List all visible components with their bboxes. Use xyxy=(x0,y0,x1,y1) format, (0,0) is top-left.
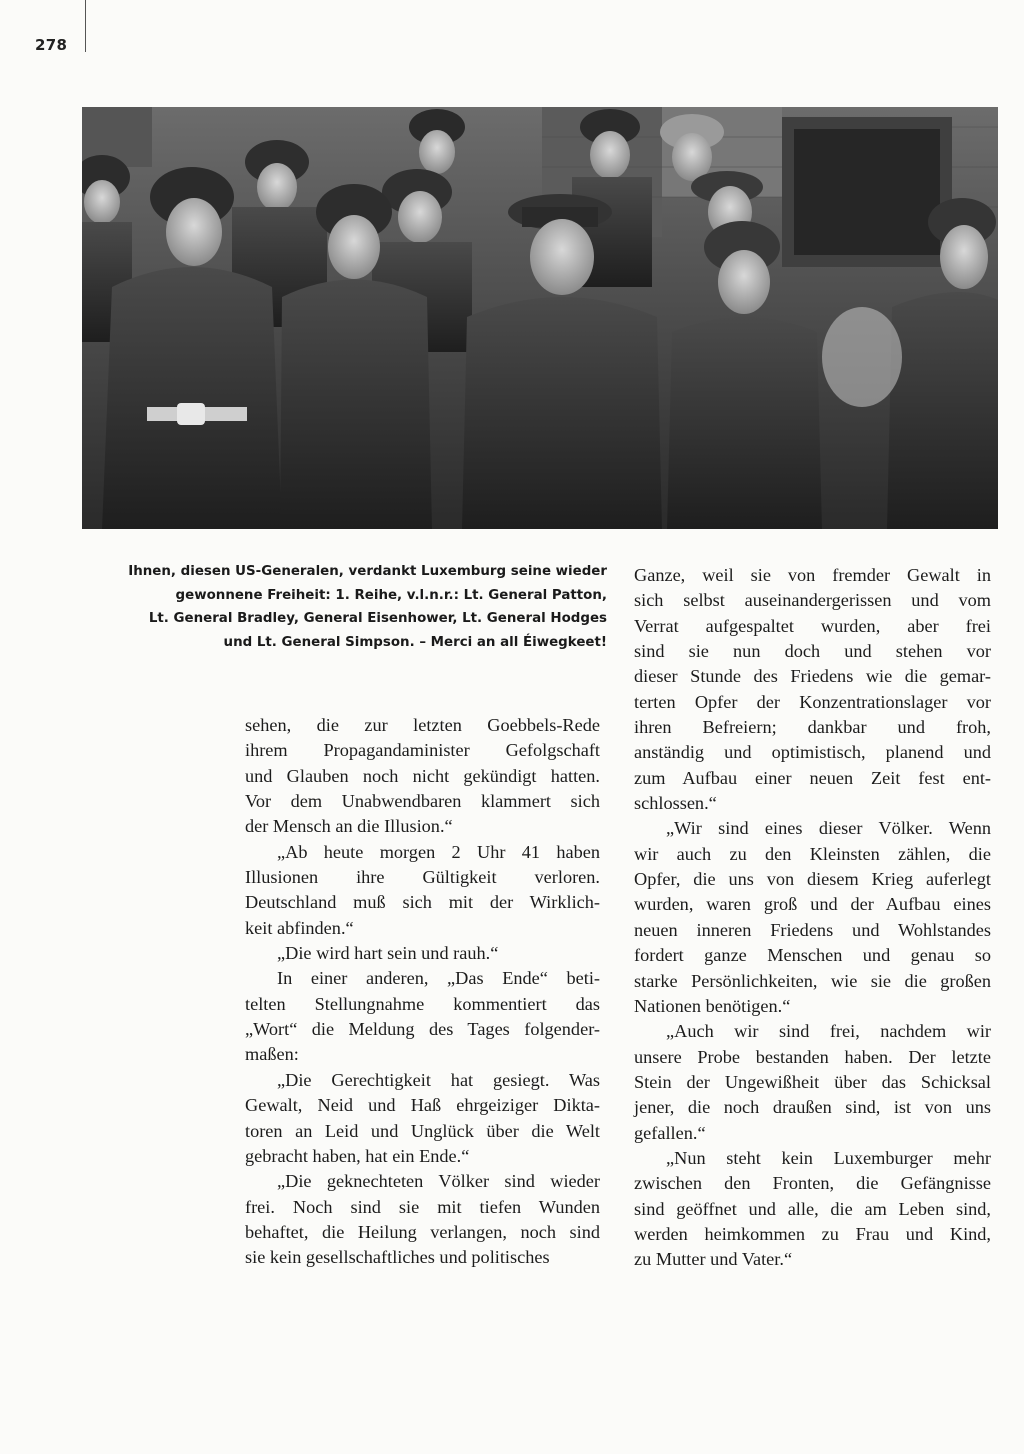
text-line: gefallen.“ xyxy=(634,1122,706,1143)
text-line: Stein der Ungewißheit über das Schicksal xyxy=(634,1071,991,1092)
text-line: sich selbst auseinandergerissen und vom xyxy=(634,590,991,611)
text-column-left xyxy=(245,713,600,1271)
text-line: telten Stellungnahme kommentiert das xyxy=(245,993,600,1014)
caption-line: Ihnen, diesen US-Generalen, verdankt Luxemburg seine wieder xyxy=(128,564,607,579)
text-line: Gewalt, Neid und Haß ehrgeiziger Dikta- xyxy=(245,1095,600,1116)
text-line: „Auch wir sind frei, nachdem wir xyxy=(666,1021,991,1042)
text-line: „Wort“ die Meldung des Tages folgender- xyxy=(245,1019,600,1040)
text-line: starke Persönlichkeiten, wie sie die großen xyxy=(634,970,991,991)
text-line: sind geöffnet und alle, die am Leben sind, xyxy=(634,1198,991,1219)
text-line: „Ab heute morgen 2 Uhr 41 haben xyxy=(277,841,600,862)
caption-line: Lt. General Bradley, General Eisenhower, Lt. General Hodges xyxy=(148,611,607,626)
paragraph xyxy=(245,1169,600,1270)
paragraph xyxy=(245,941,600,966)
text-line: Opfer, die uns von diesem Krieg auferlegt xyxy=(634,869,991,890)
text-line: Deutschland muß sich mit der Wirklich- xyxy=(245,892,600,913)
caption-line: und Lt. General Simpson. – Merci an all Éiwegkeet! xyxy=(223,634,607,650)
text-line: zu Mutter und Vater.“ xyxy=(634,1249,793,1270)
margin-rule xyxy=(85,0,86,52)
text-line: maßen: xyxy=(245,1044,299,1065)
text-line: toren an Leid und Unglück über die Welt xyxy=(245,1120,600,1141)
text-line: jener, die noch draußen sind, ist von uns xyxy=(634,1097,991,1118)
text-line: terten Opfer der Konzentrationslager vor xyxy=(634,691,991,712)
text-line: Verrat aufgespaltet wurden, aber frei xyxy=(634,615,991,636)
text-line: anständig und optimistisch, planend und xyxy=(634,742,991,763)
text-line: gebracht haben, hat ein Ende.“ xyxy=(245,1145,470,1166)
paragraph xyxy=(245,966,600,1067)
paragraph xyxy=(634,1146,991,1273)
text-line: „Wir sind eines dieser Völker. Wenn xyxy=(666,818,991,839)
text-line: Nationen benötigen.“ xyxy=(634,995,791,1016)
text-line: der Mensch an die Illusion.“ xyxy=(245,816,453,837)
text-line: schlossen.“ xyxy=(634,793,717,814)
text-line: zwischen den Fronten, die Gefängnisse xyxy=(634,1173,991,1194)
text-line: „Die wird hart sein und rauh.“ xyxy=(277,943,499,964)
text-line: und Glauben noch nicht gekündigt hatten. xyxy=(245,765,600,786)
text-line: sind sie nun doch und stehen vor xyxy=(634,641,991,662)
photograph-illustration xyxy=(82,107,998,529)
text-line: wurden, waren groß und der Aufbau eines xyxy=(634,894,991,915)
text-line: Vor dem Unabwendbaren klammert sich xyxy=(245,791,600,812)
paragraph xyxy=(634,563,991,816)
text-line: fordert ganze Menschen und genau so xyxy=(634,945,991,966)
text-line: ihrem Propagandaminister Gefolgschaft xyxy=(245,740,600,761)
text-line: werden heimkommen zu Frau und Kind, xyxy=(634,1223,991,1244)
text-line: „Nun steht kein Luxemburger mehr xyxy=(666,1147,991,1168)
text-line: behaftet, die Heilung verlangen, noch sind xyxy=(245,1221,600,1242)
text-line: Illusionen ihre Gültigkeit verloren. xyxy=(245,867,600,888)
paragraph xyxy=(245,840,600,941)
text-line: dieser Stunde des Friedens wie die gemar- xyxy=(634,666,991,687)
text-line: frei. Noch sind sie mit tiefen Wunden xyxy=(245,1196,600,1217)
photograph xyxy=(82,107,998,529)
paragraph xyxy=(634,816,991,1019)
text-line: „Die Gerechtigkeit hat gesiegt. Was xyxy=(277,1069,600,1090)
caption-line: gewonnene Freiheit: 1. Reihe, v.l.n.r.: Lt. General Patton, xyxy=(175,587,607,603)
page-number: 278 xyxy=(35,36,68,54)
text-line: neuen inneren Friedens und Wohlstandes xyxy=(634,919,991,940)
text-line: keit abfinden.“ xyxy=(245,917,354,938)
text-line: zum Aufbau einer neuen Zeit fest ent- xyxy=(634,767,991,788)
text-line: sie kein gesellschaftliches und politisches xyxy=(245,1247,550,1268)
text-line: unsere Probe bestanden haben. Der letzte xyxy=(634,1046,991,1067)
paragraph xyxy=(634,1019,991,1146)
photo-caption xyxy=(105,560,607,654)
text-line: wir auch zu den Kleinsten zählen, die xyxy=(634,843,991,864)
paragraph xyxy=(245,1068,600,1169)
text-line: ihren Befreiern; dankbar und froh, xyxy=(634,717,991,738)
text-line: sehen, die zur letzten Goebbels-Rede xyxy=(245,715,600,735)
text-line: „Die geknechteten Völker sind wieder xyxy=(277,1171,600,1192)
paragraph xyxy=(245,713,600,840)
text-line: In einer anderen, „Das Ende“ beti- xyxy=(277,968,600,989)
text-column-right xyxy=(634,563,991,1273)
text-line: Ganze, weil sie von fremder Gewalt in xyxy=(634,565,991,585)
